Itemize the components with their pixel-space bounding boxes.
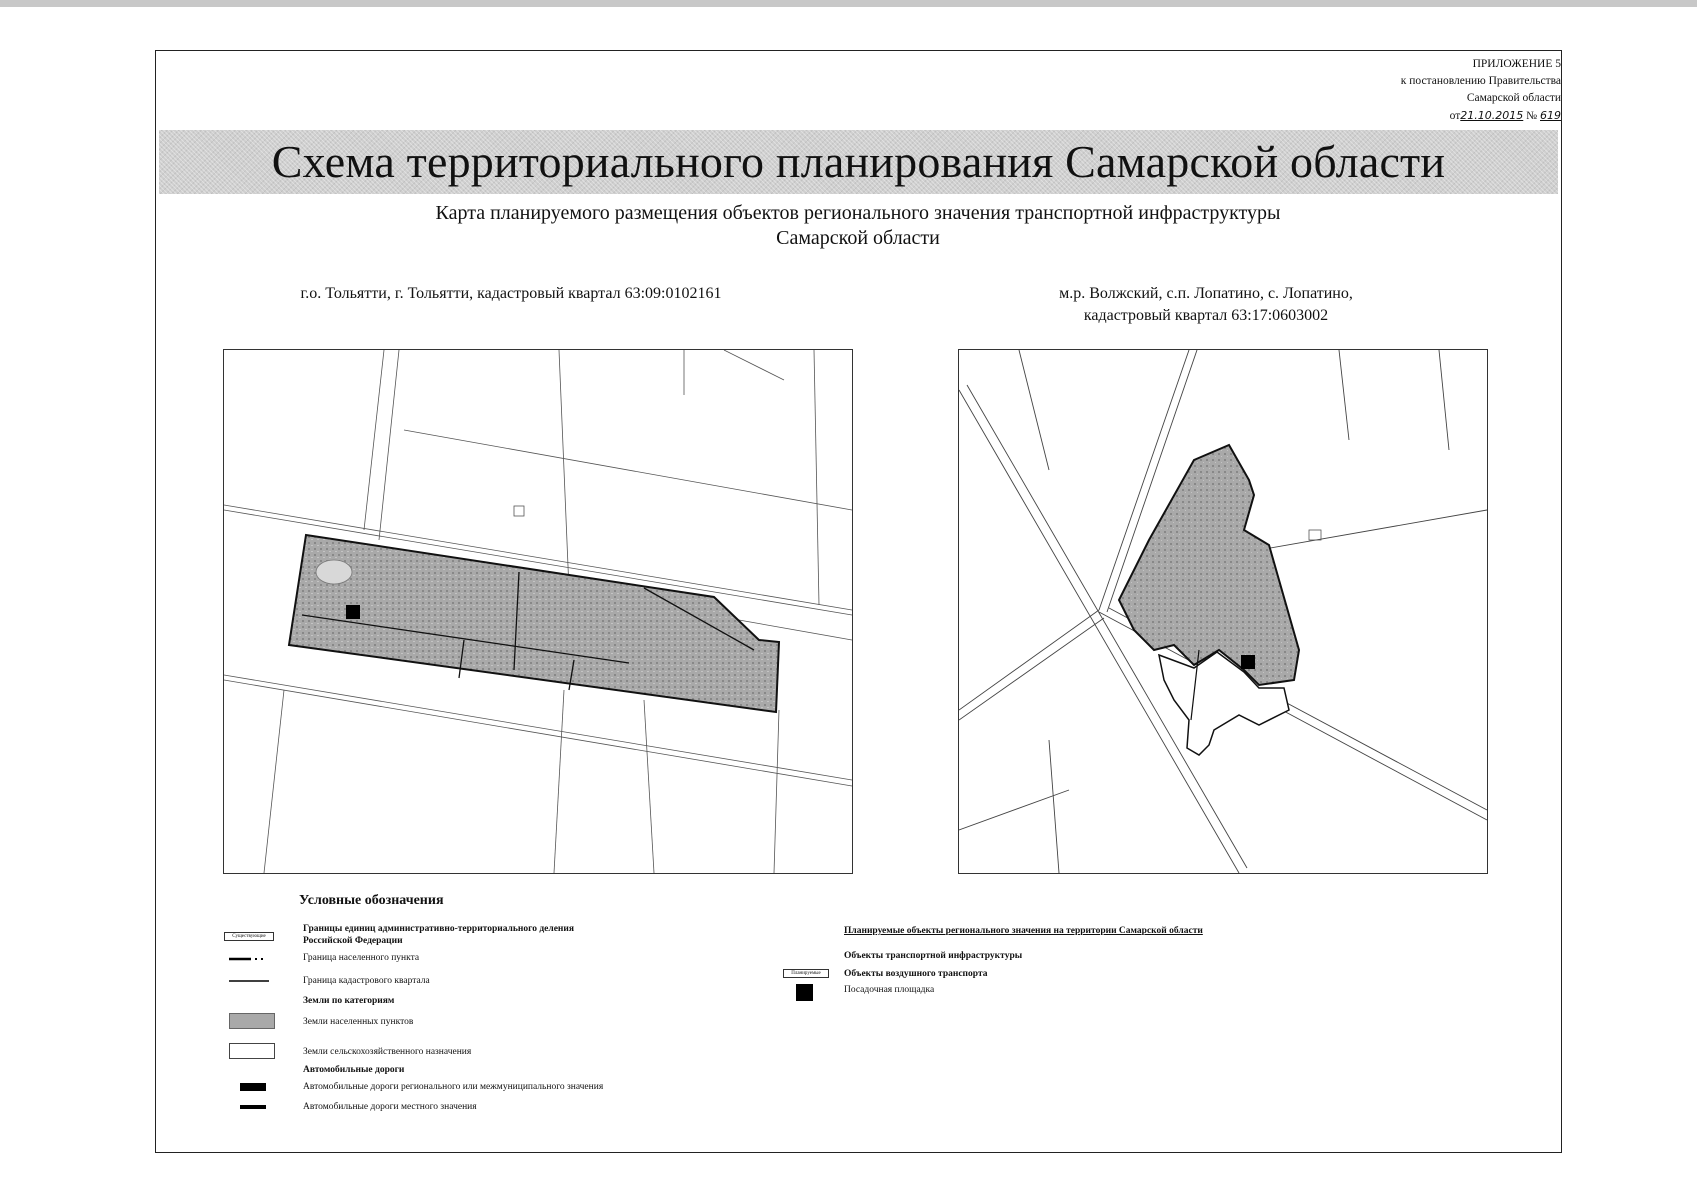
legend-regional-roads: Автомобильные дороги регионального или межмуниципального значения (303, 1082, 604, 1092)
planned-stamp: Планируемые (783, 969, 829, 978)
legend-planned-heading: Планируемые объекты регионального значения на территории Самарской области (844, 926, 1203, 936)
legend-air-transport: Объекты воздушного транспорта (844, 969, 988, 979)
map-symbol-icon (1309, 530, 1321, 540)
landing-site-marker-left (346, 605, 360, 619)
black-square-icon (796, 984, 813, 1001)
right-map-caption: м.р. Волжский, с.п. Лопатино, с. Лопатино, кадастровый квартал 63:17:0603002 (1059, 285, 1353, 324)
settlement-area-right (1119, 445, 1299, 755)
dash-dot-line-icon (229, 956, 269, 962)
solid-line-icon (229, 979, 269, 983)
appendix-resolution: к постановлению Правительства (1400, 75, 1561, 87)
gray-fill-swatch-icon (229, 1013, 275, 1029)
legend-land-categories: Земли по категориям (303, 996, 395, 1006)
appendix-region: Самарской области (1466, 92, 1561, 104)
legend-roads-heading: Автомобильные дороги (303, 1065, 405, 1075)
thin-black-road-icon (240, 1105, 266, 1109)
legend-transport-objects: Объекты транспортной инфраструктуры (844, 951, 1023, 961)
legend-admin-boundaries: Границы единиц административно-территориального деления Российской Федерации (303, 924, 574, 946)
map-subtitle-line1: Карта планируемого размещения объектов регионального значения транспортной инфраструктуры (435, 202, 1281, 224)
scan-top-edge (0, 0, 1697, 7)
legend-settlement-lands: Земли населенных пунктов (303, 1017, 414, 1027)
legend-settlement-boundary: Граница населенного пункта (303, 953, 420, 963)
right-map (958, 349, 1488, 874)
appendix-date: 21.10.2015 (1460, 109, 1524, 122)
legend-agricultural-lands: Земли сельскохозяйственного назначения (303, 1047, 472, 1057)
title-band (159, 130, 1558, 194)
landing-site-marker-right (1241, 655, 1255, 669)
map-sheet (155, 50, 1562, 1153)
legend-landing-site: Посадочная площадка (844, 985, 935, 995)
appendix-block (1341, 56, 1561, 125)
page-title: Схема территориального планирования Самарской области (271, 136, 1446, 187)
existing-stamp: Существующие (224, 932, 274, 941)
left-map-caption: г.о. Тольятти, г. Тольятти, кадастровый квартал 63:09:0102161 (300, 285, 722, 302)
right-map-canvas (959, 350, 1487, 873)
appendix-number: 619 (1540, 109, 1561, 122)
white-fill-swatch-icon (229, 1043, 275, 1059)
thick-black-road-icon (240, 1083, 266, 1091)
legend-title: Условные обозначения (299, 893, 444, 908)
map-subtitle-line2: Самарской области (776, 227, 940, 249)
map-symbol-icon (514, 506, 524, 516)
legend-local-roads: Автомобильные дороги местного значения (303, 1102, 477, 1112)
appendix-date-number: от21.10.2015 № 619 (1449, 109, 1561, 122)
legend-cadastral-boundary: Граница кадастрового квартала (303, 976, 430, 986)
appendix-heading: ПРИЛОЖЕНИЕ 5 (1472, 58, 1561, 70)
left-map (223, 349, 853, 874)
left-map-canvas (224, 350, 852, 873)
